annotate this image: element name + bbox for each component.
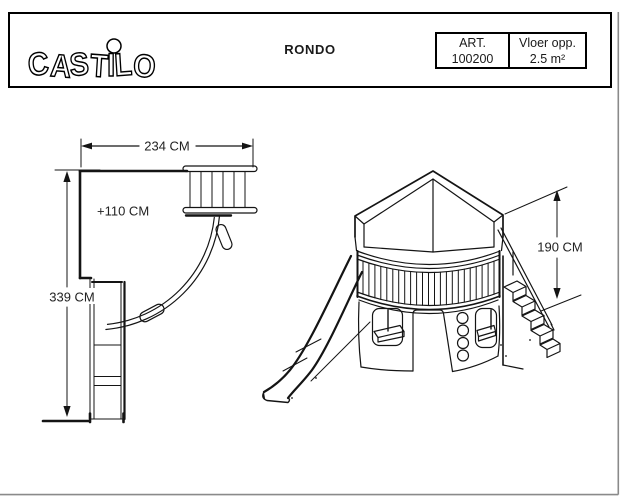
iso-balustrade (357, 251, 500, 314)
iso-base-wall (359, 302, 500, 372)
plan-ladder (183, 166, 257, 216)
article-label: ART. (459, 36, 486, 50)
product-title: RONDO (284, 42, 336, 57)
iso-tower-walls (355, 171, 503, 252)
plan-length-dim-label: 339 CM (49, 289, 95, 305)
iso-balustrade-slats (363, 261, 494, 305)
plan-width-dim-label: 234 CM (144, 138, 190, 154)
floor-area-label: Vloer opp. (519, 36, 576, 50)
title-block (8, 12, 612, 88)
iso-height-dim-label: 190 CM (537, 239, 583, 255)
plan-platform-height-label: +110 CM (97, 203, 150, 219)
plan-view (43, 139, 257, 422)
article-number: 100200 (451, 52, 494, 66)
article-number-box (435, 32, 510, 69)
iso-slide (263, 256, 370, 403)
floor-area-box (510, 32, 587, 69)
logo-text: CASTILO (26, 44, 160, 84)
plan-platform-outline (80, 171, 187, 278)
iso-view (263, 171, 581, 403)
floor-area-value: 2.5 m² (529, 52, 566, 66)
